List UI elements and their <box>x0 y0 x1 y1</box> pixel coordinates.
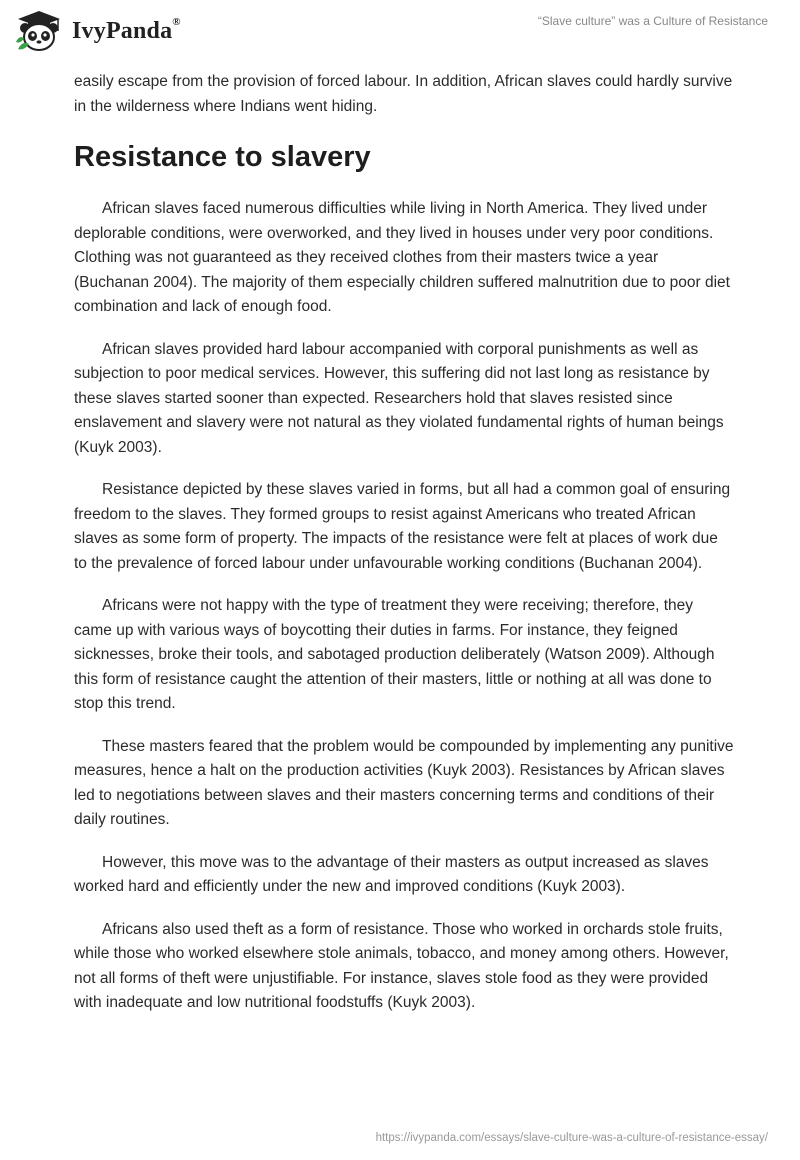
section-heading: Resistance to slavery <box>74 141 371 173</box>
paragraph: Africans were not happy with the type of treatment they were receiving; therefore, they came up with various ways of boycotting their duties in farms. For instance, they feigned sicknesses, broke their tools, and sabotaged production deliberately (Watson 2009). Although this form of resistance caught the attention of their masters, little or nothing at all was done to stop this trend. <box>74 597 715 712</box>
lead-paragraph: easily escape from the provision of forced labour. In addition, African slaves could hardly survive in the wilderness where Indians went hiding. <box>74 73 733 115</box>
logo-wordmark: IvyPanda® <box>72 15 181 44</box>
panda-graduate-icon <box>14 9 64 53</box>
paragraph: Resistance depicted by these slaves varied in forms, but all had a common goal of ensuring freedom to the slaves. They formed groups to resist against Americans who treated African slaves as some form of property. The impacts of the resistance were felt at places of work due to the prevalence of forced labour under unfavourable working conditions (Buchanan 2004). <box>74 481 731 572</box>
paragraph: African slaves provided hard labour accompanied with corporal punishments as well as subjection to poor medical services. However, this suffering did not last long as resistance by these slaves started sooner than expected. Researchers hold that slaves resisted since enslavement and slavery were not natural as they violated fundamental rights of human beings (Kuyk 2003). <box>74 340 724 456</box>
paragraph: However, this move was to the advantage of their masters as output increased as slaves worked hard and efficiently under the new and improved conditions (Kuyk 2003). <box>74 853 709 895</box>
page-header <box>0 0 800 62</box>
article-body <box>74 70 734 1034</box>
paragraph: Africans also used theft as a form of resistance. Those who worked in orchards stole fruits, while those who worked elsewhere stole animals, tobacco, and money among others. However, not all forms of theft were unjustifiable. For instance, slaves stole food as they were provided with inadequate and low nutritional foodstuffs (Kuyk 2003). <box>74 920 729 1011</box>
source-url[interactable]: https://ivypanda.com/essays/slave-culture-was-a-culture-of-resistance-essay/ <box>375 1132 768 1144</box>
ivypanda-logo[interactable] <box>14 9 181 53</box>
paragraph: African slaves faced numerous difficulties while living in North America. They lived under deplorable conditions, were overworked, and they lived in houses under very poor conditions. Clothing was not guaranteed as they received clothes from their masters twice a year (Buchanan 2004). The majority of them especially children suffered malnutrition due to poor diet combination and lack of enough food. <box>74 200 730 315</box>
document-title: “Slave culture” was a Culture of Resistance <box>537 14 768 28</box>
paragraph: These masters feared that the problem would be compounded by implementing any punitive measures, hence a halt on the production activities (Kuyk 2003). Resistances by African slaves led to negotiations between slaves and their masters concerning terms and conditions of their daily routines. <box>74 737 734 828</box>
